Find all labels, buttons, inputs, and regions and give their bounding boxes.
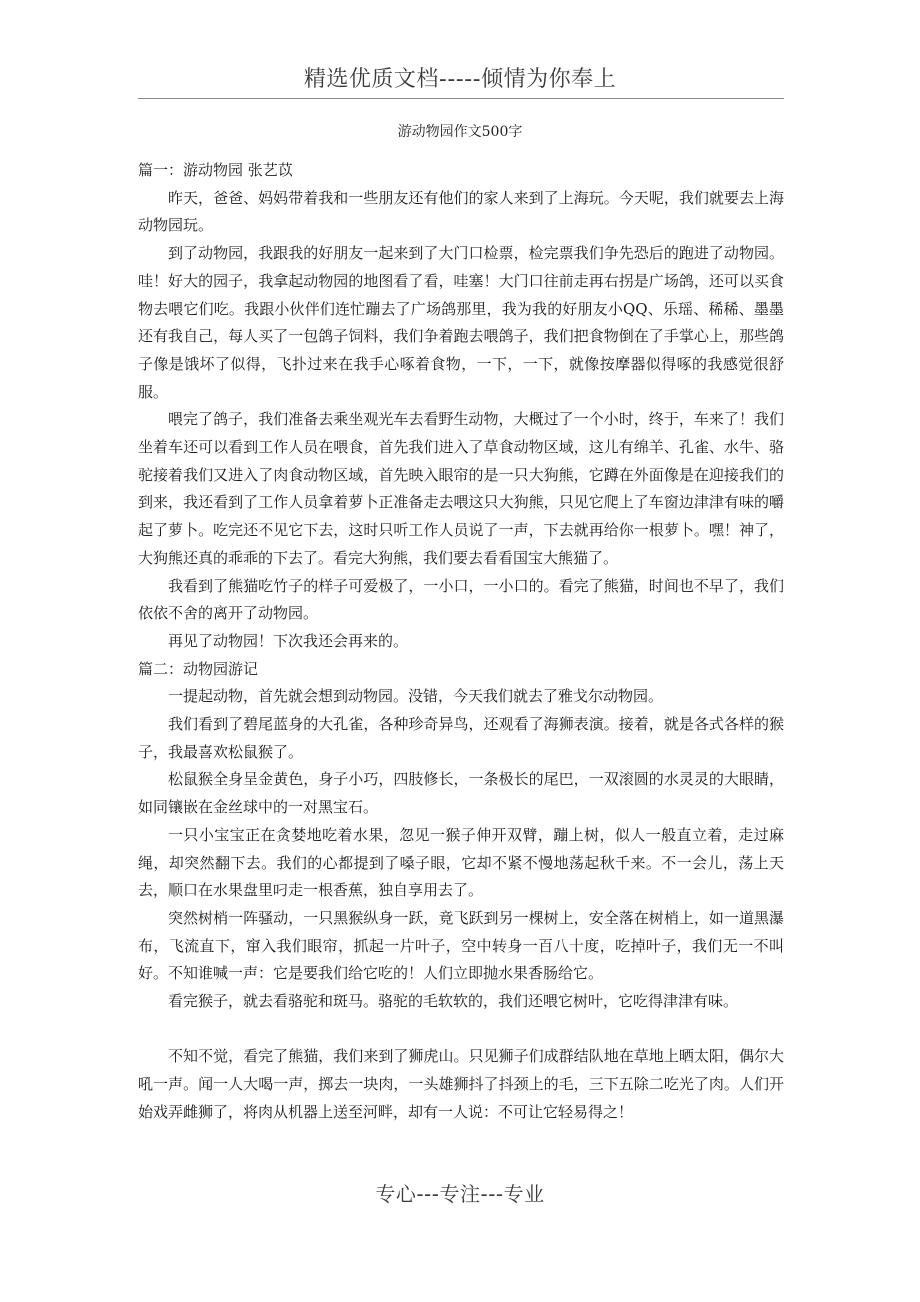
paragraph: 喂完了鸽子，我们准备去乘坐观光车去看野生动物，大概过了一个小时，终于，车来了！我们坐着车还可以看到工作人员在喂食，首先我们进入了草食动物区域，这儿有绵羊、孔雀、水牛、骆驼接着我们又进入了肉食动物区域，首先映入眼帘的是一只大狗熊，它蹲在外面像是在迎接我们的到来，我还看到了工作人员拿着萝卜正准备走去喂这只大狗熊，只见它爬上了车窗边津津有味的嚼起了萝卜。吃完还不见它下去，这时只听工作人员说了一声，下去就再给你一根萝卜。嘿！神了，大狗熊还真的乖乖的下去了。看完大狗熊，我们要去看看国宝大熊猫了。 (138, 410, 784, 567)
header-rule (138, 98, 784, 99)
paragraph: 再见了动物园！下次我还会再来的。 (168, 631, 409, 650)
blank-line (138, 1016, 784, 1044)
document-title: 游动物园作文500字 (397, 124, 523, 140)
paragraph: 一提起动物，首先就会想到动物园。没错，今天我们就去了雅戈尔动物园。 (168, 687, 664, 706)
section-heading: 篇一：游动物园 张艺苡 (138, 161, 293, 179)
document-body (138, 157, 784, 1127)
paragraph: 松鼠猴全身呈金黄色，身子小巧，四肢修长，一条极长的尾巴，一双滚圆的水灵灵的大眼睛，如同镶嵌在金丝球中的一对黑宝石。 (138, 770, 784, 817)
page-header: 精选优质文档-----倾情为你奉上 (303, 67, 617, 92)
paragraph: 我们看到了碧尾蓝身的大孔雀，各种珍奇异鸟，还观看了海狮表演。接着，就是各式各样的猴子，我最喜欢松鼠猴了。 (138, 715, 784, 761)
paragraph: 一只小宝宝正在贪婪地吃着水果，忽见一猴子伸开双臂，蹦上树，似人一般直立着，走过麻绳，却突然翻下去。我们的心都提到了嗓子眼，它却不紧不慢地荡起秋千来。不一会儿，荡上天去，顺口在水果盘里叼走一根香蕉，独自享用去了。 (138, 825, 784, 900)
paragraph: 突然树梢一阵骚动，一只黑猴纵身一跃，竟飞跃到另一棵树上，安全落在树梢上，如一道黑瀑布，飞流直下，窜入我们眼帘，抓起一片叶子，空中转身一百八十度，吃掉叶子，我们无一不叫好。不知谁喊一声：它是要我们给它吃的！人们立即抛水果香肠给它。 (138, 908, 784, 983)
paragraph: 昨天，爸爸、妈妈带着我和一些朋友还有他们的家人来到了上海玩。今天呢，我们就要去上海动物园玩。 (138, 188, 784, 235)
paragraph: 到了动物园，我跟我的好朋友一起来到了大门口检票，检完票我们争先恐后的跑进了动物园。哇！好大的园子，我拿起动物园的地图看了看，哇塞！大门口往前走再右拐是广场鸽，还可以买食物去喂它们吃。我跟小伙伴们连忙蹦去了广场鸽那里，我为我的好朋友小QQ、乐瑶、稀稀、墨墨还有我自己，每人买了一包鸽子饲料，我们争着跑去喂鸽子，我们把食物倒在了手掌心上，那些鸽子像是饿坏了似得，飞扑过来在我手心啄着食物，一下，一下，就像按摩器似得啄的我感觉很舒服。 (138, 244, 784, 401)
section-heading: 篇二：动物园游记 (138, 659, 259, 678)
paragraph: 不知不觉，看完了熊猫，我们来到了狮虎山。只见狮子们成群结队地在草地上晒太阳，偶尔大吼一声。闻一人大喝一声，掷去一块肉，一头雄狮抖了抖颈上的毛，三下五除二吃光了肉。人们开始戏弄雌狮了，将肉从机器上送至河畔，却有一人说：不可让它轻易得之！ (138, 1047, 784, 1121)
paragraph: 看完猴子，就去看骆驼和斑马。骆驼的毛软软的，我们还喂它树叶，它吃得津津有味。 (168, 992, 739, 1011)
page-footer: 专心---专注---专业 (375, 1182, 545, 1206)
paragraph: 我看到了熊猫吃竹子的样子可爱极了，一小口，一小口的。看完了熊猫，时间也不早了，我们依依不舍的离开了动物园。 (138, 576, 784, 623)
